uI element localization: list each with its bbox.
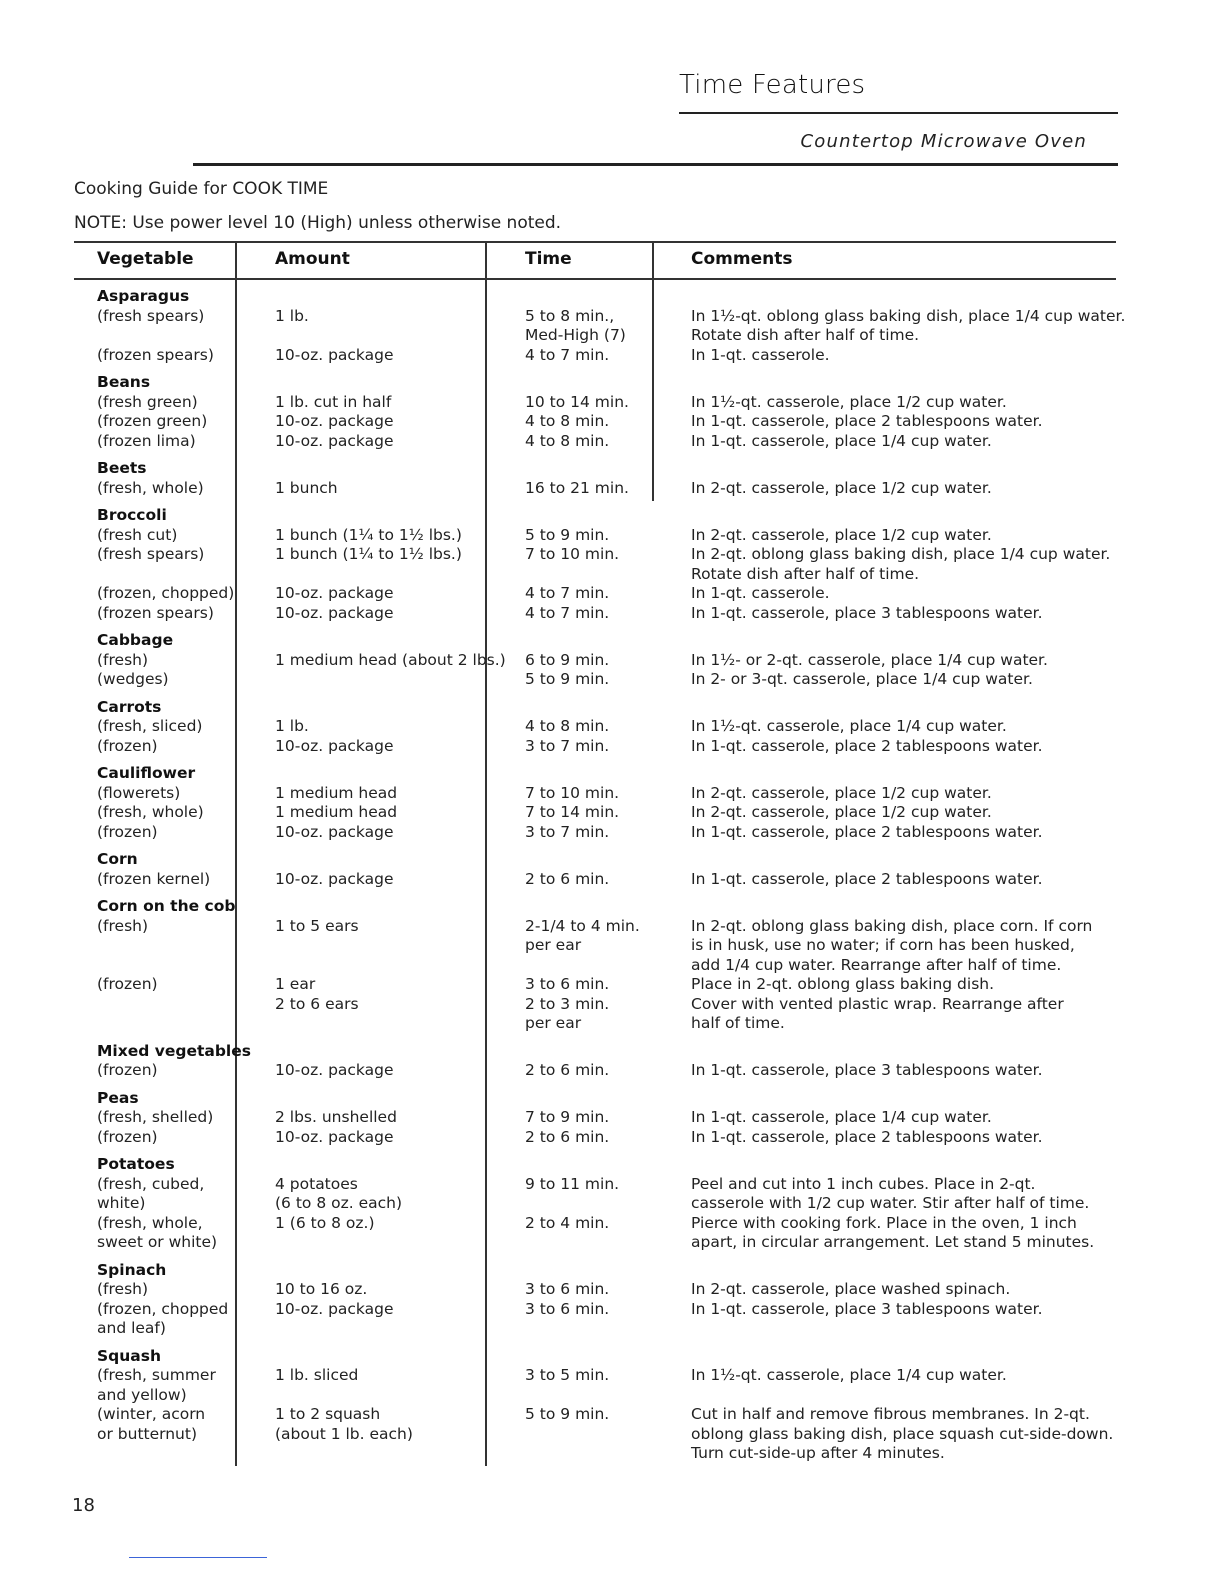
time-cell: 5 to 8 min.,: [525, 306, 615, 325]
time-cell: 2-1/4 to 4 min.: [525, 916, 640, 935]
time-cell: 10 to 14 min.: [525, 392, 629, 411]
header-rule-long: [193, 163, 1118, 166]
comments-cell: add 1/4 cup water. Rearrange after half of time.: [691, 955, 1062, 974]
comments-cell: In 1-qt. casserole, place 3 tablespoons water.: [691, 1061, 1043, 1079]
comments-cell: apart, in circular arrangement. Let stand 5 minutes.: [691, 1233, 1095, 1251]
vegetable-cell: (fresh green): [97, 392, 198, 411]
time-cell: 7 to 10 min.: [525, 783, 620, 802]
time-cell: 5 to 9 min.: [525, 670, 610, 688]
amount-cell: 10 to 16 oz.: [275, 1280, 368, 1298]
amount-cell: 1 to 2 squash: [275, 1405, 381, 1423]
vegetable-name: Beans: [97, 373, 151, 391]
comments-cell: In 2- or 3-qt. casserole, place 1/4 cup water.: [691, 670, 1033, 688]
cooking-guide-table: [74, 241, 1126, 1466]
comments-cell: oblong glass baking dish, place squash cut-side-down.: [691, 1424, 1114, 1443]
amount-cell: 1 medium head (about 2 lbs.): [275, 650, 506, 669]
vegetable-cell: (fresh, summer: [97, 1366, 216, 1384]
comments-cell: In 1½- or 2-qt. casserole, place 1/4 cup water.: [691, 650, 1048, 669]
comments-cell: In 1-qt. casserole, place 2 tablespoons water.: [691, 736, 1043, 755]
column-divider: [485, 241, 487, 1466]
comments-cell: In 2-qt. oblong glass baking dish, place 1/4 cup water.: [691, 545, 1111, 563]
time-cell: Med-High (7): [525, 326, 626, 344]
vegetable-cell: (fresh): [97, 1280, 149, 1298]
vegetable-cell: (fresh spears): [97, 545, 205, 563]
column-header-comments: Comments: [691, 249, 793, 269]
time-cell: 7 to 14 min.: [525, 803, 620, 821]
column-header-amount: Amount: [275, 249, 350, 269]
amount-cell: 10-oz. package: [275, 345, 394, 364]
table-header-rule: [74, 278, 1116, 280]
time-cell: 2 to 6 min.: [525, 1127, 610, 1146]
guide-note: NOTE: Use power level 10 (High) unless otherwise noted.: [74, 213, 562, 233]
amount-cell: 10-oz. package: [275, 869, 394, 888]
vegetable-cell: (frozen): [97, 736, 158, 755]
amount-cell: 1 medium head: [275, 783, 398, 802]
vegetable-cell: white): [97, 1194, 146, 1212]
comments-cell: In 1-qt. casserole.: [691, 345, 830, 364]
vegetable-cell: (fresh, sliced): [97, 717, 203, 735]
vegetable-name: Corn: [97, 850, 138, 868]
vegetable-name: Beets: [97, 459, 147, 477]
vegetable-cell: (frozen spears): [97, 603, 214, 622]
time-cell: 4 to 8 min.: [525, 717, 610, 735]
time-cell: per ear: [525, 936, 582, 954]
vegetable-cell: (frozen, chopped): [97, 584, 235, 602]
table-top-rule: [74, 241, 1116, 243]
comments-cell: In 1-qt. casserole, place 2 tablespoons water.: [691, 822, 1043, 841]
comments-cell: In 2-qt. casserole, place 1/2 cup water.: [691, 803, 992, 821]
time-cell: 7 to 10 min.: [525, 545, 620, 563]
amount-cell: 1 bunch (1¼ to 1½ lbs.): [275, 525, 462, 544]
vegetable-name: Peas: [97, 1088, 139, 1107]
comments-cell: casserole with 1/2 cup water. Stir after half of time.: [691, 1194, 1090, 1212]
footer-line: [129, 1557, 267, 1558]
comments-cell: In 1-qt. casserole, place 2 tablespoons water.: [691, 412, 1043, 430]
comments-cell: In 1-qt. casserole, place 2 tablespoons water.: [691, 1127, 1043, 1146]
time-cell: 4 to 7 min.: [525, 345, 610, 364]
vegetable-cell: (frozen): [97, 975, 158, 993]
column-header-vegetable: Vegetable: [97, 249, 194, 269]
vegetable-cell: (fresh, whole,: [97, 1213, 203, 1232]
time-cell: 3 to 7 min.: [525, 822, 610, 841]
comments-cell: In 1-qt. casserole, place 3 tablespoons water.: [691, 1299, 1043, 1318]
vegetable-cell: (fresh): [97, 916, 149, 935]
comments-cell: In 2-qt. casserole, place 1/2 cup water.: [691, 525, 992, 544]
amount-cell: 1 lb. sliced: [275, 1366, 359, 1384]
amount-cell: 10-oz. package: [275, 603, 394, 622]
vegetable-cell: (frozen kernel): [97, 869, 211, 888]
vegetable-cell: (frozen): [97, 1127, 158, 1146]
vegetable-name: Asparagus: [97, 287, 190, 305]
time-cell: 4 to 7 min.: [525, 584, 610, 602]
comments-cell: Rotate dish after half of time.: [691, 326, 920, 344]
amount-cell: 1 bunch (1¼ to 1½ lbs.): [275, 545, 462, 563]
amount-cell: 1 lb. cut in half: [275, 392, 392, 411]
amount-cell: 10-oz. package: [275, 1299, 394, 1318]
amount-cell: 10-oz. package: [275, 584, 394, 602]
vegetable-cell: (flowerets): [97, 783, 181, 802]
time-cell: 2 to 6 min.: [525, 1061, 610, 1079]
comments-cell: In 1-qt. casserole, place 3 tablespoons water.: [691, 603, 1043, 622]
comments-cell: In 1½-qt. oblong glass baking dish, place 1/4 cup water.: [691, 306, 1126, 325]
time-cell: 4 to 7 min.: [525, 603, 610, 622]
amount-cell: 1 medium head: [275, 803, 398, 821]
amount-cell: 2 to 6 ears: [275, 994, 359, 1013]
column-header-time: Time: [525, 249, 572, 269]
vegetable-cell: (frozen green): [97, 412, 208, 430]
vegetable-cell: (fresh, cubed,: [97, 1174, 205, 1193]
vegetable-cell: (frozen): [97, 1061, 158, 1079]
column-divider: [235, 241, 237, 1466]
time-cell: 2 to 3 min.: [525, 994, 610, 1013]
time-cell: 2 to 6 min.: [525, 869, 610, 888]
comments-cell: In 1½-qt. casserole, place 1/4 cup water.: [691, 1366, 1007, 1384]
vegetable-cell: (fresh spears): [97, 306, 205, 325]
vegetable-name: Carrots: [97, 697, 162, 716]
comments-cell: Rotate dish after half of time.: [691, 564, 920, 583]
vegetable-cell: (fresh, whole): [97, 478, 204, 497]
time-cell: 5 to 9 min.: [525, 1405, 610, 1423]
amount-cell: 1 (6 to 8 oz.): [275, 1213, 375, 1232]
amount-cell: 1 bunch: [275, 478, 338, 497]
vegetable-name: Corn on the cob: [97, 897, 236, 915]
amount-cell: 10-oz. package: [275, 1061, 394, 1079]
amount-cell: 1 ear: [275, 975, 316, 993]
vegetable-cell: (winter, acorn: [97, 1405, 206, 1423]
comments-cell: In 1½-qt. casserole, place 1/2 cup water.: [691, 392, 1007, 411]
vegetable-cell: (frozen, chopped: [97, 1299, 229, 1318]
page-number: 18: [72, 1495, 95, 1516]
vegetable-cell: (fresh cut): [97, 525, 178, 544]
time-cell: 6 to 9 min.: [525, 650, 610, 669]
section-title: Time Features: [679, 70, 866, 100]
comments-cell: Turn cut-side-up after 4 minutes.: [691, 1444, 945, 1462]
amount-cell: 10-oz. package: [275, 412, 394, 430]
vegetable-name: Broccoli: [97, 506, 167, 524]
comments-cell: Cover with vented plastic wrap. Rearrange after: [691, 994, 1064, 1013]
comments-cell: half of time.: [691, 1014, 785, 1032]
amount-cell: 1 lb.: [275, 717, 309, 735]
amount-cell: 1 to 5 ears: [275, 916, 359, 935]
comments-cell: In 1-qt. casserole, place 2 tablespoons water.: [691, 869, 1043, 888]
time-cell: per ear: [525, 1014, 582, 1032]
comments-cell: Peel and cut into 1 inch cubes. Place in 2-qt.: [691, 1174, 1036, 1193]
vegetable-name: Squash: [97, 1346, 162, 1365]
time-cell: 2 to 4 min.: [525, 1213, 610, 1232]
vegetable-name: Cabbage: [97, 631, 174, 649]
comments-cell: In 2-qt. casserole, place 1/2 cup water.: [691, 478, 992, 497]
comments-cell: In 1-qt. casserole.: [691, 584, 830, 602]
guide-title: Cooking Guide for COOK TIME: [74, 179, 329, 199]
amount-cell: (about 1 lb. each): [275, 1424, 413, 1443]
vegetable-cell: (wedges): [97, 670, 169, 688]
header-subtitle: Countertop Microwave Oven: [800, 131, 1087, 152]
time-cell: 3 to 6 min.: [525, 975, 610, 993]
vegetable-name: Cauliflower: [97, 764, 196, 782]
vegetable-cell: and yellow): [97, 1385, 187, 1404]
comments-cell: In 1-qt. casserole, place 1/4 cup water.: [691, 431, 992, 450]
comments-cell: is in husk, use no water; if corn has been husked,: [691, 936, 1075, 954]
amount-cell: 1 lb.: [275, 306, 309, 325]
amount-cell: 10-oz. package: [275, 431, 394, 450]
vegetable-name: Potatoes: [97, 1155, 175, 1173]
comments-cell: In 2-qt. oblong glass baking dish, place corn. If corn: [691, 916, 1093, 935]
vegetable-name: Mixed vegetables: [97, 1041, 251, 1060]
header-rule-short: [679, 112, 1118, 114]
vegetable-cell: sweet or white): [97, 1233, 218, 1251]
amount-cell: 10-oz. package: [275, 1127, 394, 1146]
time-cell: 3 to 5 min.: [525, 1366, 610, 1384]
time-cell: 5 to 9 min.: [525, 525, 610, 544]
time-cell: 3 to 7 min.: [525, 736, 610, 755]
amount-cell: 4 potatoes: [275, 1174, 358, 1193]
vegetable-cell: (frozen lima): [97, 431, 196, 450]
time-cell: 7 to 9 min.: [525, 1108, 610, 1126]
time-cell: 16 to 21 min.: [525, 478, 629, 497]
time-cell: 3 to 6 min.: [525, 1280, 610, 1298]
vegetable-cell: (fresh, shelled): [97, 1108, 214, 1126]
vegetable-cell: (fresh): [97, 650, 149, 669]
comments-cell: Cut in half and remove fibrous membranes. In 2-qt.: [691, 1405, 1090, 1423]
vegetable-cell: or butternut): [97, 1424, 198, 1443]
amount-cell: 10-oz. package: [275, 822, 394, 841]
comments-cell: Place in 2-qt. oblong glass baking dish.: [691, 975, 995, 993]
vegetable-cell: (fresh, whole): [97, 803, 204, 821]
comments-cell: In 2-qt. casserole, place 1/2 cup water.: [691, 783, 992, 802]
vegetable-cell: and leaf): [97, 1319, 166, 1337]
amount-cell: (6 to 8 oz. each): [275, 1194, 403, 1212]
time-cell: 3 to 6 min.: [525, 1299, 610, 1318]
comments-cell: In 1-qt. casserole, place 1/4 cup water.: [691, 1108, 992, 1126]
time-cell: 9 to 11 min.: [525, 1174, 620, 1193]
comments-cell: In 1½-qt. casserole, place 1/4 cup water.: [691, 717, 1007, 735]
column-divider: [652, 241, 654, 501]
time-cell: 4 to 8 min.: [525, 412, 610, 430]
amount-cell: 10-oz. package: [275, 736, 394, 755]
vegetable-cell: (frozen spears): [97, 345, 214, 364]
comments-cell: Pierce with cooking fork. Place in the oven, 1 inch: [691, 1213, 1077, 1232]
comments-cell: In 2-qt. casserole, place washed spinach.: [691, 1280, 1011, 1298]
amount-cell: 2 lbs. unshelled: [275, 1108, 397, 1126]
vegetable-name: Spinach: [97, 1260, 167, 1279]
vegetable-cell: (frozen): [97, 822, 158, 841]
time-cell: 4 to 8 min.: [525, 431, 610, 450]
